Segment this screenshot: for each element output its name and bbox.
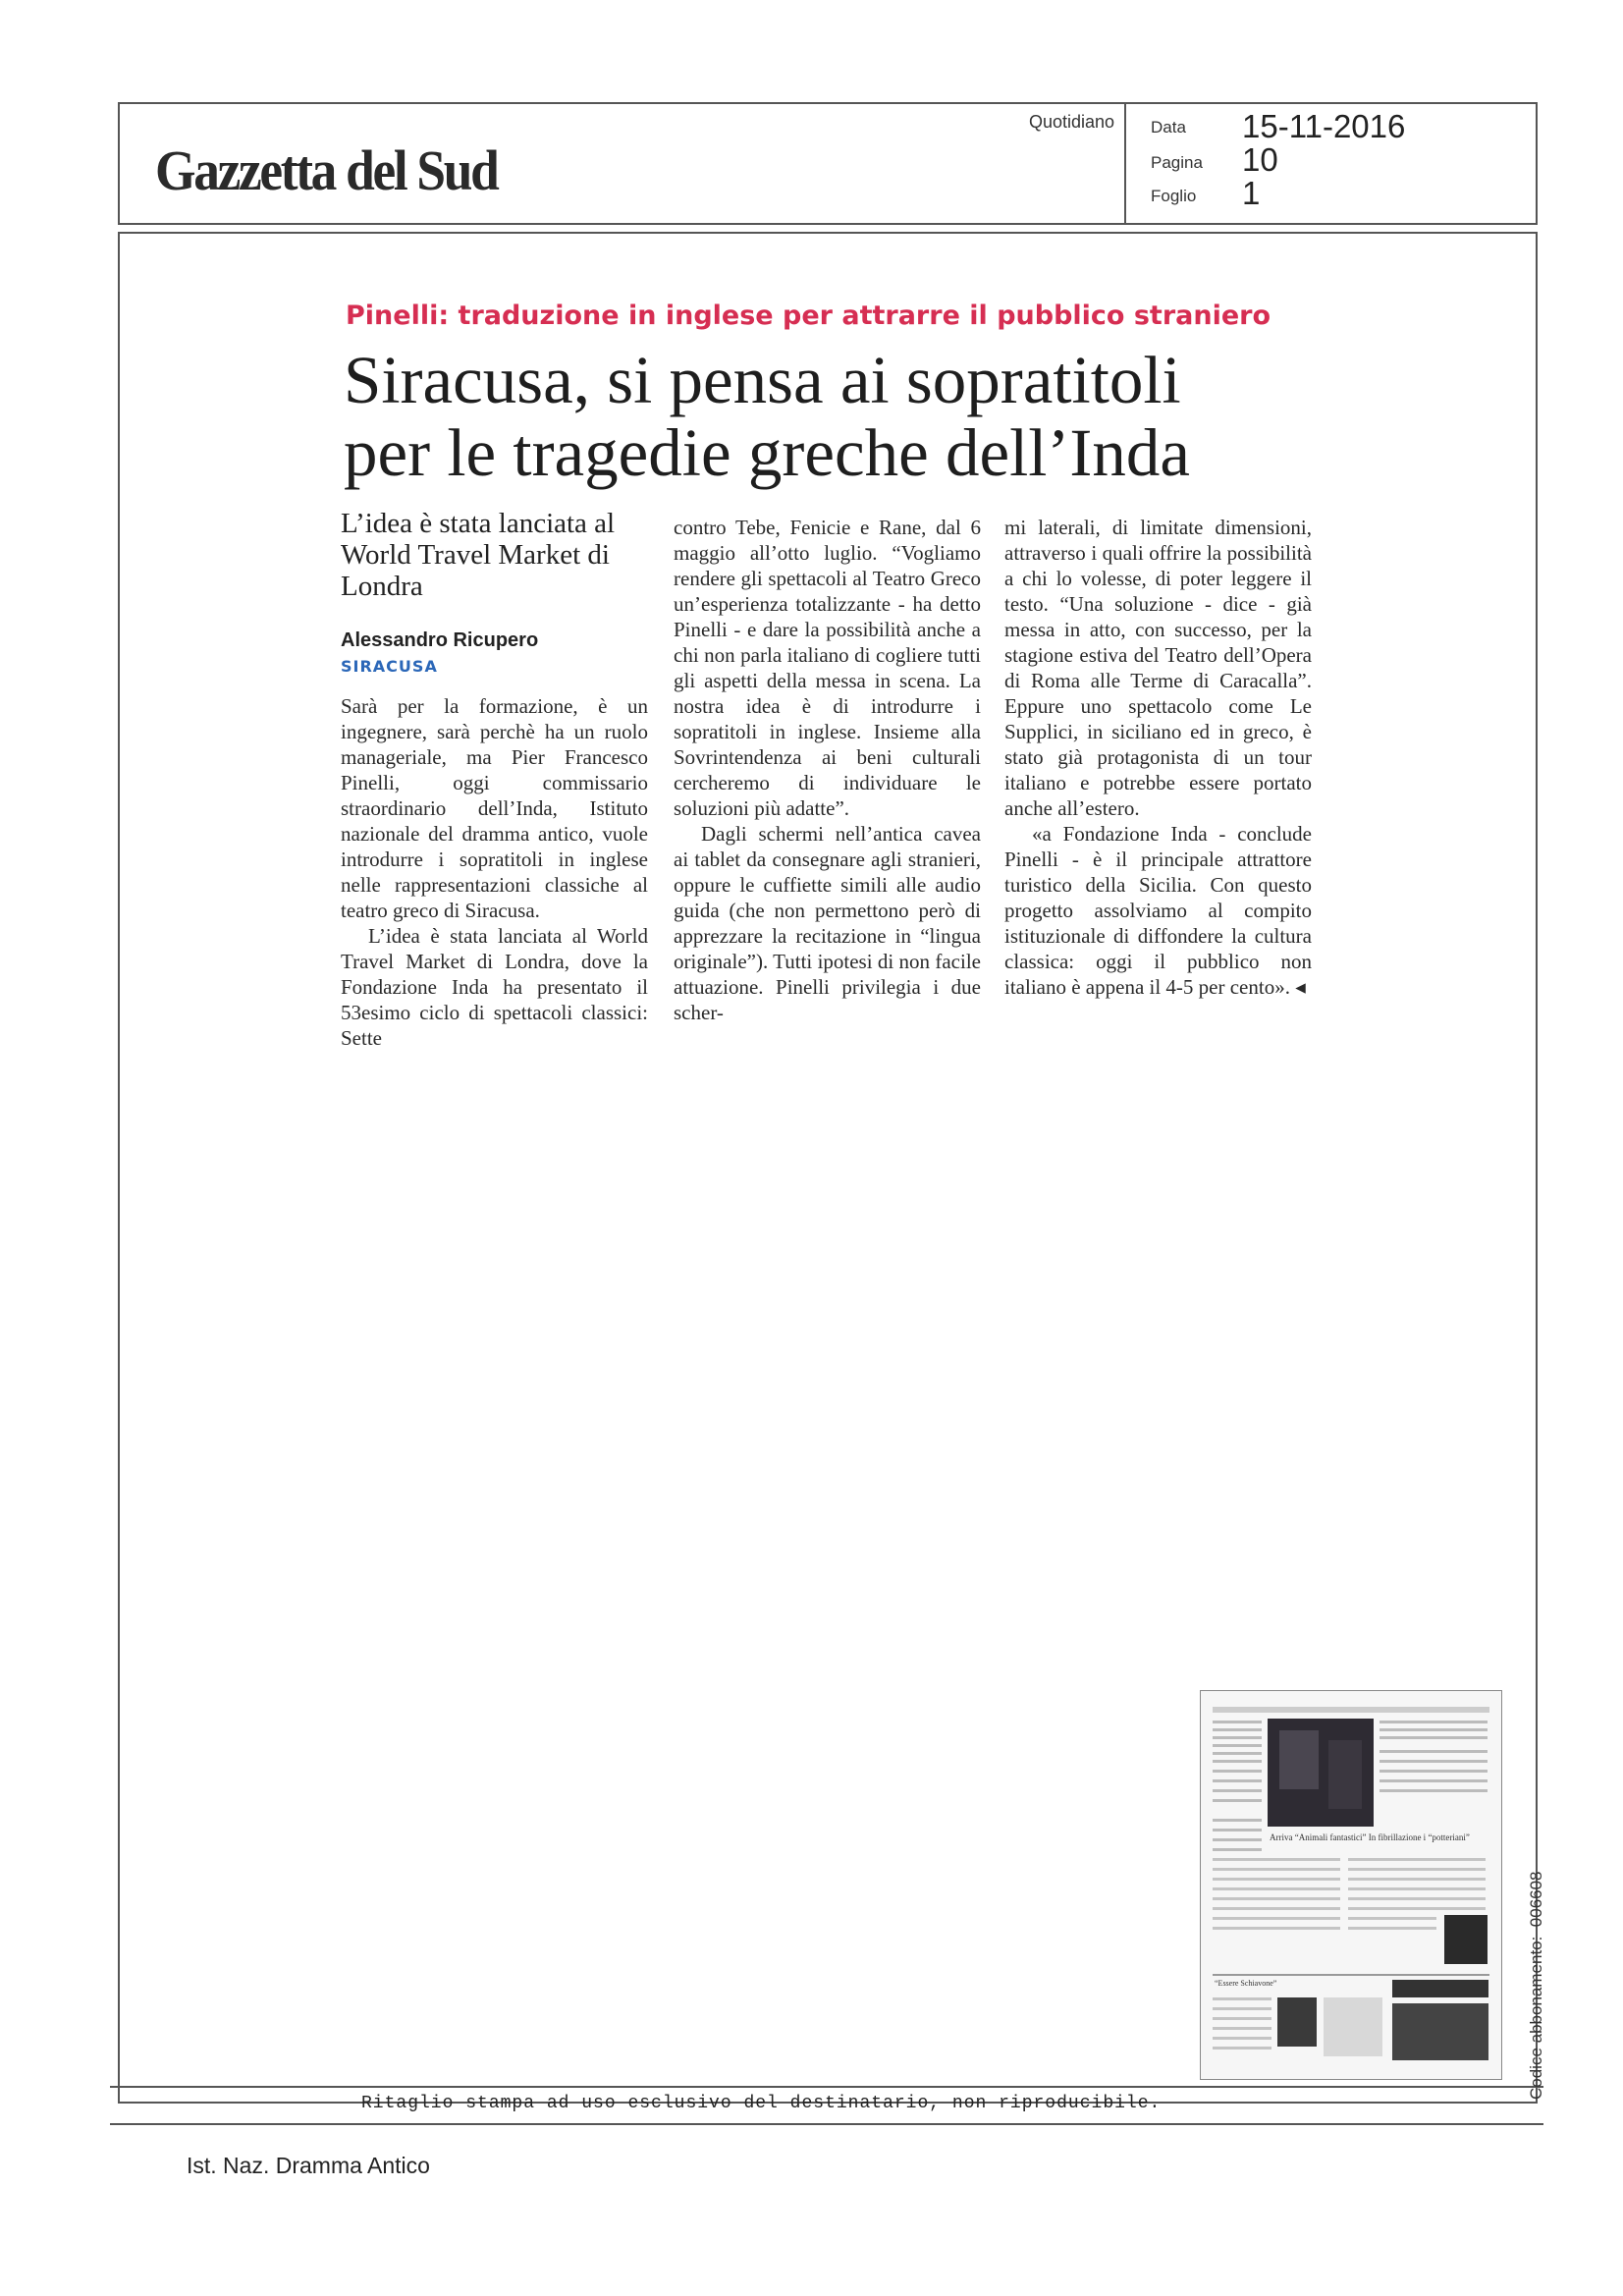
meta-label-page: Pagina bbox=[1151, 153, 1203, 172]
meta-value-page: 10 bbox=[1242, 141, 1278, 178]
article-column-2 bbox=[674, 515, 981, 1025]
meta-value-date: 15-11-2016 bbox=[1242, 108, 1406, 144]
column-2-paragraph-1: contro Tebe, Fenicie e Rane, dal 6 maggio all’otto luglio. “Vogliamo rendere gli spettacoli al Teatro Greco un’esperienza totalizzante - ha detto Pinelli - e dare la possibilità anche a chi non parla italiano di cogliere tutti gli aspetti della messa in scena. La nostra idea è di introdurre i sopratitoli in inglese. Insieme alla Sovrintendenza ai beni culturali cercheremo di individuare le soluzioni più adatte”. bbox=[674, 516, 981, 820]
meta-label-sheet: Foglio bbox=[1151, 187, 1197, 205]
article-headline bbox=[344, 344, 1190, 489]
article-summary: L’idea è stata lanciata al World Travel Market di Londra bbox=[341, 508, 616, 602]
article-location: SIRACUSA bbox=[341, 657, 438, 676]
meta-value-sheet: 1 bbox=[1242, 175, 1261, 211]
thumbnail-drawing bbox=[1201, 1691, 1501, 2079]
headline-line-1: Siracusa, si pensa ai sopratitoli bbox=[344, 343, 1181, 417]
article-kicker: Pinelli: traduzione in inglese per attrarre il pubblico straniero bbox=[346, 301, 1271, 331]
column-1-paragraph-1: Sarà per la formazione, è un ingegnere, sarà perchè ha un ruolo manageriale, ma Pier Francesco Pinelli, oggi commissario straordinario dell’Inda, Istituto nazionale del dramma antico, vuole introdurre i sopratitoli in inglese nelle rappresentazioni classiche al teatro greco di Siracusa. bbox=[341, 694, 648, 922]
subscription-code: Codice abbonamento: 006608 bbox=[1527, 1871, 1545, 2100]
thumbnail-caption-top: Arriva “Animali fantastici” In fibrillazione i “potteriani” bbox=[1270, 1832, 1470, 1842]
newspaper-masthead: Gazzetta del Sud bbox=[155, 138, 498, 202]
meta-label-date: Data bbox=[1151, 118, 1186, 137]
article-column-3 bbox=[1004, 515, 1312, 1000]
article-author: Alessandro Ricupero bbox=[341, 629, 539, 651]
column-3-paragraph-1: mi laterali, di limitate dimensioni, attraverso i quali offrire la possibilità a chi lo volesse, di poter leggere il testo. “Una soluzione - dice - già messa in atto, con successo, per la stagione estiva del Teatro dell’Opera di Roma alle Terme di Caracalla”. Eppure uno spettacolo come Le Supplici, in siciliano ed in greco, è stato già protagonista di un tour italiano e potrebbe essere portato anche all’estero. bbox=[1004, 516, 1312, 820]
column-1-paragraph-2: L’idea è stata lanciata al World Travel Market di Londra, dove la Fondazione Inda ha presentato il 53esimo ciclo di spettacoli classici: Sette bbox=[341, 924, 648, 1050]
footer-notice: Ritaglio stampa ad uso esclusivo del destinatario, non riproducibile. bbox=[361, 2094, 1162, 2113]
column-2-paragraph-2: Dagli schermi nell’antica cavea ai tablet da consegnare agli stranieri, oppure le cuffiette simili alle audio guida (che non permettono però di apprezzare la recitazione in “lingua originale”). Tutti ipotesi di non facile attuazione. Pinelli privilegia i due scher- bbox=[674, 822, 981, 1024]
page-thumbnail bbox=[1200, 1690, 1502, 2080]
column-3-paragraph-2: «a Fondazione Inda - conclude Pinelli - è il principale attrattore turistico della Sicilia. Con questo progetto assolviamo al compito istituzionale di diffondere la cultura classica: oggi il pubblico non italiano è appena il 4-5 per cento». ◂ bbox=[1004, 822, 1312, 999]
client-name: Ist. Naz. Dramma Antico bbox=[187, 2153, 430, 2178]
headline-line-2: per le tragedie greche dell’Inda bbox=[344, 415, 1190, 490]
thumbnail-caption-bottom: “Essere Schiavone” bbox=[1215, 1979, 1277, 1988]
publication-type: Quotidiano bbox=[1029, 112, 1115, 132]
article-column-1 bbox=[341, 693, 648, 1051]
